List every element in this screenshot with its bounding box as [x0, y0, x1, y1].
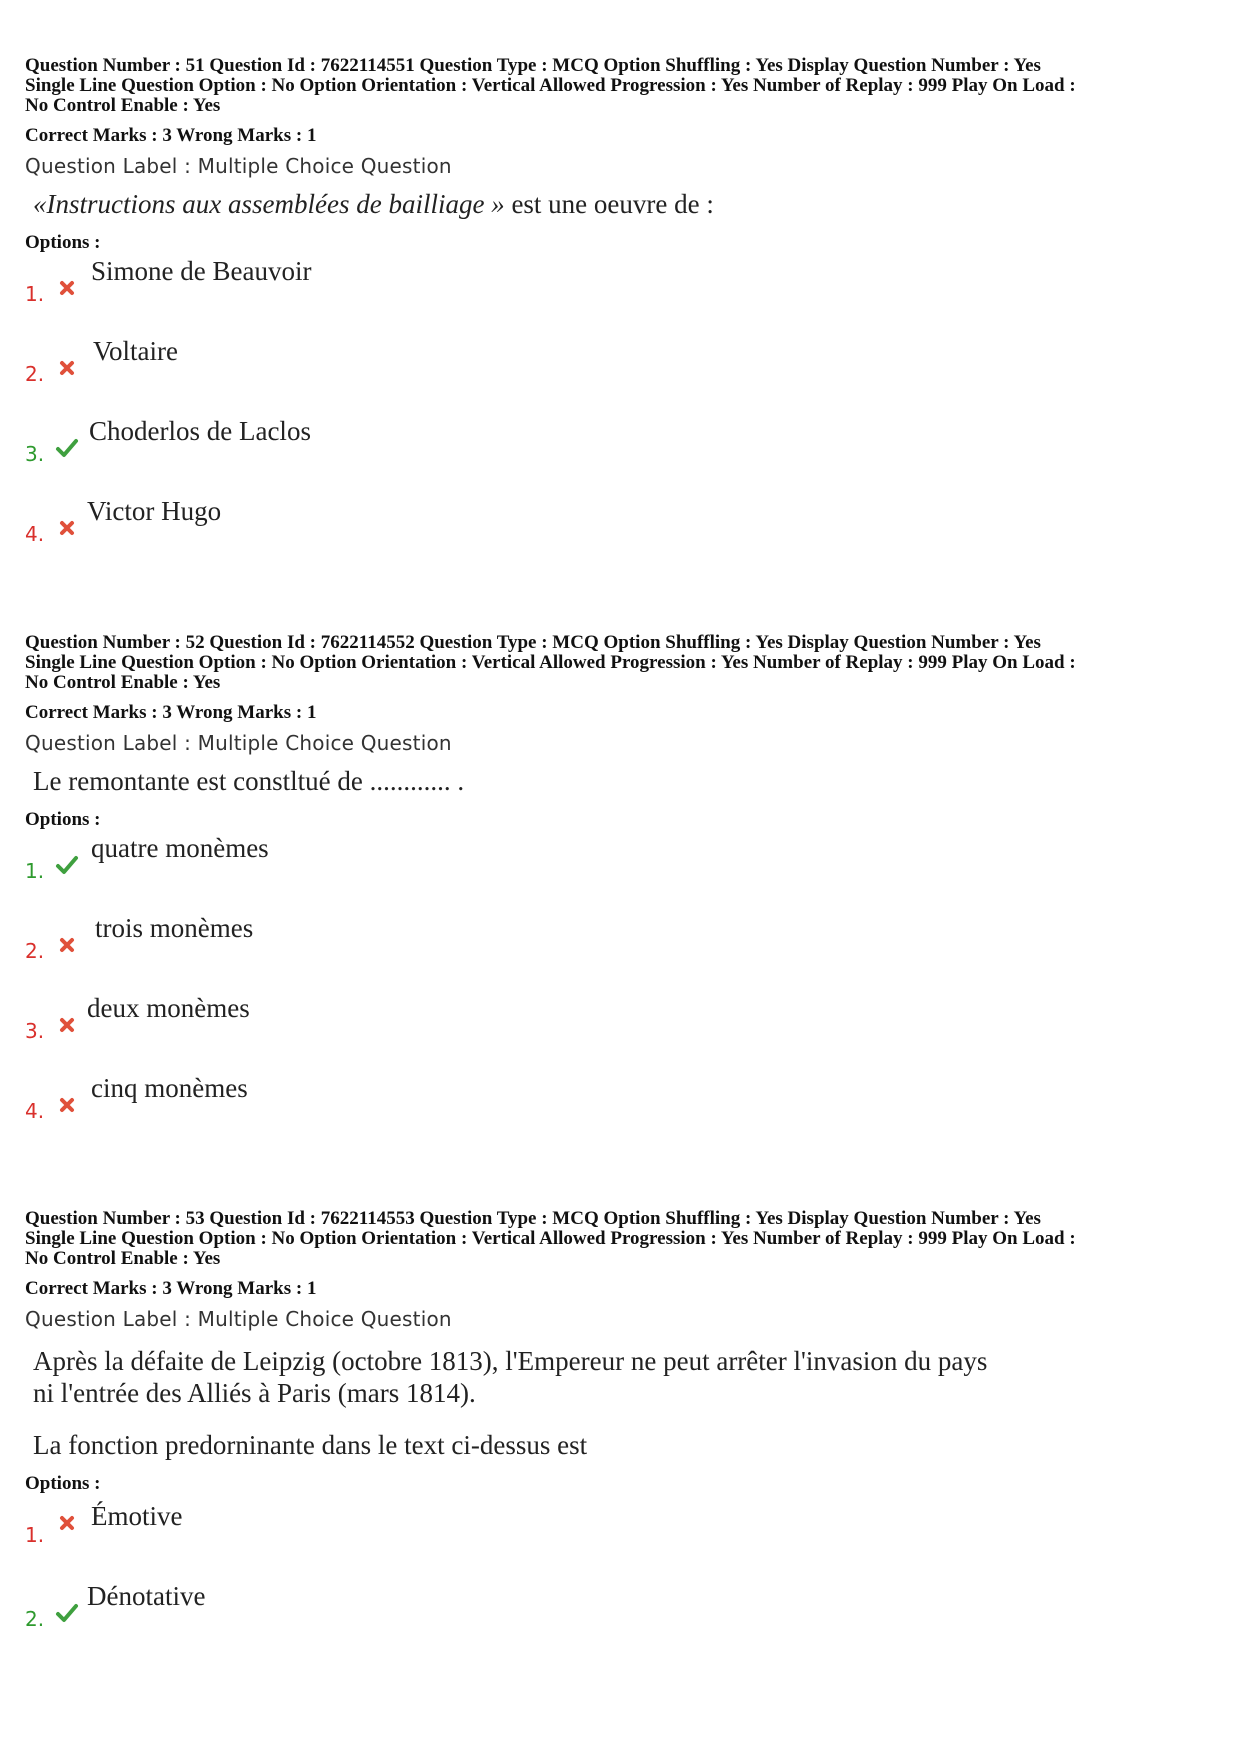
question-label: Question Label : Multiple Choice Question — [25, 154, 452, 178]
option-text: trois monèmes — [95, 913, 254, 943]
option-text: Émotive — [91, 1501, 183, 1531]
option-item — [25, 1495, 1220, 1579]
question-52 — [25, 633, 1220, 1151]
question-label: Question Label : Multiple Choice Question — [25, 1307, 452, 1331]
options-title: Options : — [25, 232, 101, 253]
question-marks: Correct Marks : 3 Wrong Marks : 1 — [25, 702, 317, 723]
options-title: Options : — [25, 1473, 101, 1494]
question-meta-line-2: Single Line Question Option : No Option Orientation : Vertical Allowed Progression : Yes Number of Replay : 999 Play On Load : — [25, 75, 1076, 96]
option-number: 1. — [25, 859, 45, 883]
question-stem-rest: est une oeuvre de : — [504, 189, 714, 219]
option-text: Voltaire — [93, 336, 178, 366]
question-meta-line-2: Single Line Question Option : No Option Orientation : Vertical Allowed Progression : Yes Number of Replay : 999 Play On Load : — [25, 1228, 1076, 1249]
question-stem-title: «Instructions aux assemblées de bailliage » — [33, 189, 505, 219]
option-item — [25, 1071, 1220, 1151]
check-icon — [55, 1601, 79, 1625]
cross-icon — [55, 933, 79, 957]
option-number: 2. — [25, 362, 45, 386]
option-number: 1. — [25, 282, 45, 306]
cross-icon — [55, 276, 79, 300]
question-meta-line-3: No Control Enable : Yes — [25, 672, 221, 693]
option-text: Dénotative — [87, 1581, 206, 1611]
option-text: deux monèmes — [87, 993, 250, 1023]
option-number: 4. — [25, 1099, 45, 1123]
question-stem — [33, 188, 1220, 220]
question-meta-line-3: No Control Enable : Yes — [25, 1248, 221, 1269]
question-meta-line-3: No Control Enable : Yes — [25, 95, 221, 116]
option-item — [25, 831, 1220, 911]
option-text: quatre monèmes — [91, 833, 269, 863]
question-stem: Le remontante est constltué de ............ . — [33, 766, 465, 796]
option-item — [25, 494, 1220, 574]
options-title: Options : — [25, 809, 101, 830]
question-label: Question Label : Multiple Choice Question — [25, 731, 452, 755]
option-number: 2. — [25, 939, 45, 963]
question-stem-line-1: Après la défaite de Leipzig (octobre 1813), l'Empereur ne peut arrêter l'invasion du pays — [33, 1346, 988, 1376]
question-stem-line-3: La fonction predorninante dans le text ci-dessus est — [33, 1430, 588, 1460]
cross-icon — [55, 356, 79, 380]
option-number: 3. — [25, 442, 45, 466]
question-51 — [25, 56, 1220, 574]
check-icon — [55, 436, 79, 460]
option-number: 3. — [25, 1019, 45, 1043]
cross-icon — [55, 1511, 79, 1535]
option-item — [25, 911, 1220, 991]
cross-icon — [55, 1093, 79, 1117]
check-icon — [55, 853, 79, 877]
cross-icon — [55, 1013, 79, 1037]
option-item — [25, 334, 1220, 414]
option-number: 4. — [25, 522, 45, 546]
option-text: cinq monèmes — [91, 1073, 248, 1103]
option-item — [25, 254, 1220, 334]
option-number: 2. — [25, 1607, 45, 1631]
question-meta-line-2: Single Line Question Option : No Option Orientation : Vertical Allowed Progression : Yes Number of Replay : 999 Play On Load : — [25, 652, 1076, 673]
question-meta-line-1: Question Number : 51 Question Id : 7622114551 Question Type : MCQ Option Shuffling : Yes Display Question Number : Yes — [25, 55, 1041, 76]
question-meta-line-1: Question Number : 52 Question Id : 7622114552 Question Type : MCQ Option Shuffling : Yes Display Question Number : Yes — [25, 632, 1041, 653]
option-item — [25, 991, 1220, 1071]
question-stem-line-2: ni l'entrée des Alliés à Paris (mars 1814). — [33, 1378, 476, 1408]
option-text: Choderlos de Laclos — [89, 416, 311, 446]
option-item — [25, 1579, 1220, 1663]
option-item — [25, 414, 1220, 494]
question-53 — [25, 1209, 1220, 1663]
question-marks: Correct Marks : 3 Wrong Marks : 1 — [25, 1278, 317, 1299]
option-number: 1. — [25, 1523, 45, 1547]
question-meta-line-1: Question Number : 53 Question Id : 7622114553 Question Type : MCQ Option Shuffling : Yes Display Question Number : Yes — [25, 1208, 1041, 1229]
option-text: Victor Hugo — [87, 496, 222, 526]
option-text: Simone de Beauvoir — [91, 256, 312, 286]
question-marks: Correct Marks : 3 Wrong Marks : 1 — [25, 125, 317, 146]
cross-icon — [55, 516, 79, 540]
